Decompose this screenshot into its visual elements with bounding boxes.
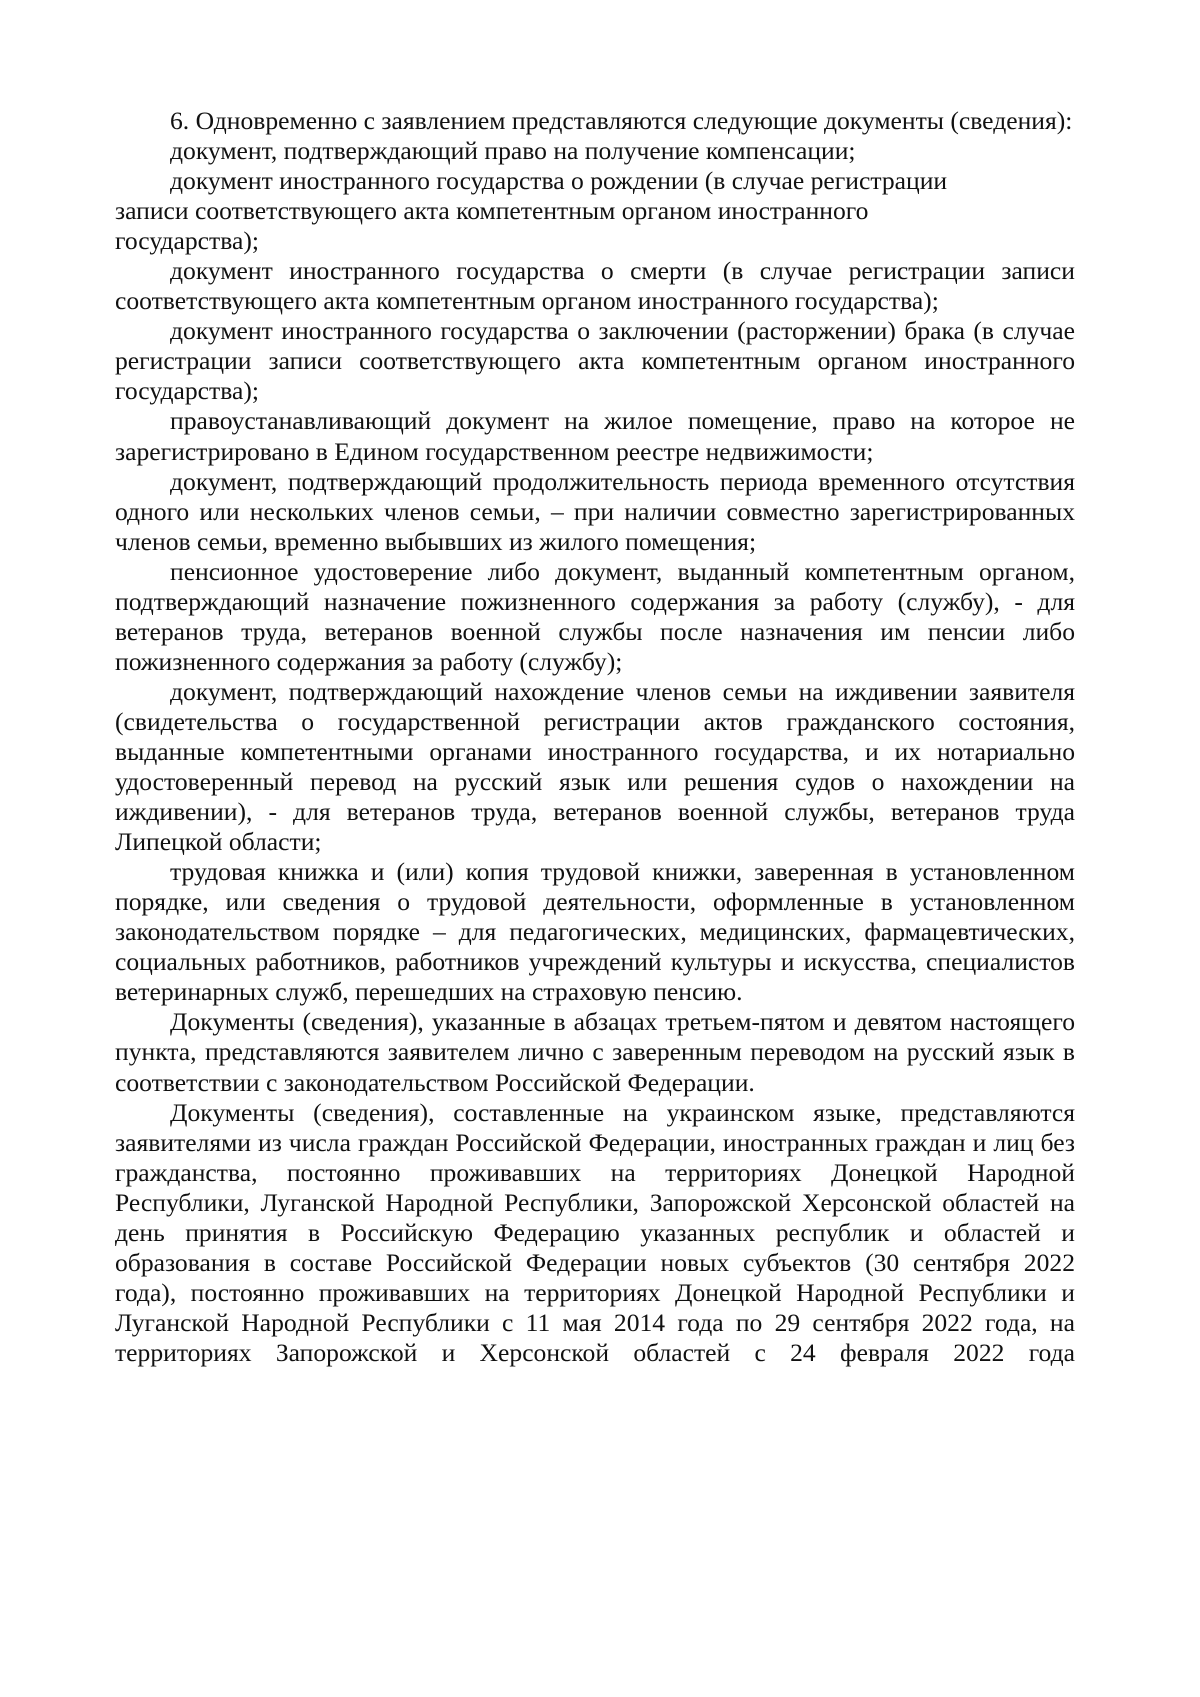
- paragraph-dependents-doc: документ, подтверждающий нахождение членов семьи на иждивении заявителя (свидетельства о государственной регистрации актов гражданского состояния, выданные компетентными органами иностранного государства, и их нотариально удостоверенный перевод на русский язык или решения судов о нахождении на иждивении), - для ветеранов труда, ветеранов военной службы, ветеранов труда Липецкой области;: [115, 676, 1075, 857]
- paragraph-absence-doc: документ, подтверждающий продолжительность периода временного отсутствия одного или нескольких членов семьи, – при наличии совместно зарегистрированных членов семьи, временно выбывших из жилого помещения;: [115, 466, 1075, 556]
- paragraph-birth-doc-line: государства);: [115, 226, 259, 256]
- paragraph-birth-doc-line: документ иностранного государства о рождении (в случае регистрации: [170, 166, 948, 196]
- paragraph-translation-rule: Документы (сведения), указанные в абзацах третьем-пятом и девятом настоящего пункта, представляются заявителем лично с заверенным переводом на русский язык в соответствии с законодательством Российской Федерации.: [115, 1007, 1075, 1097]
- paragraph-ukrainian-docs: Документы (сведения), составленные на украинском языке, представляются заявителями из числа граждан Российской Федерации, иностранных граждан и лиц без гражданства, постоянно проживавших на территориях Донецкой Народной Республики, Луганской Народной Республики, Запорожской Херсонской областей на день принятия в Российскую Федерацию указанных республик и областей и образования в составе Российской Федерации новых субъектов (30 сентября 2022 года), постоянно проживавших на территориях Донецкой Народной Республики и Луганской Народной Республики с 11 мая 2014 года по 29 сентября 2022 года, на территориях Запорожской и Херсонской областей с 24 февраля 2022 года: [115, 1097, 1075, 1367]
- paragraph-employment-doc: трудовая книжка и (или) копия трудовой книжки, заверенная в установленном порядке, или сведения о трудовой деятельности, оформленные в установленном законодательством порядке – для педагогических, медицинских, фармацевтических, социальных работников, работников учреждений культуры и искусства, специалистов ветеринарных служб, перешедших на страховую пенсию.: [115, 857, 1075, 1007]
- paragraph-title-doc: правоустанавливающий документ на жилое помещение, право на которое не зарегистрировано в Едином государственном реестре недвижимости;: [115, 406, 1075, 466]
- paragraph-birth-doc: [115, 166, 1075, 256]
- document-page: [115, 106, 1075, 1368]
- paragraph-pension-doc: пенсионное удостоверение либо документ, выданный компетентным органом, подтверждающий назначение пожизненного содержания за работу (службу), - для ветеранов труда, ветеранов военной службы после назначения им пенсии либо пожизненного содержания за работу (службу);: [115, 556, 1075, 676]
- paragraph-item-6-intro: 6. Одновременно с заявлением представляются следующие документы (сведения):: [170, 106, 1073, 135]
- paragraph-marriage-doc: документ иностранного государства о заключении (расторжении) брака (в случае регистрации записи соответствующего акта компетентным органом иностранного государства);: [115, 316, 1075, 406]
- paragraph-compensation-right-doc: документ, подтверждающий право на получение компенсации;: [170, 136, 856, 166]
- paragraph-birth-doc-line: записи соответствующего акта компетентным органом иностранного: [115, 196, 869, 226]
- paragraph-death-doc: документ иностранного государства о смерти (в случае регистрации записи соответствующего акта компетентным органом иностранного государства);: [115, 256, 1075, 316]
